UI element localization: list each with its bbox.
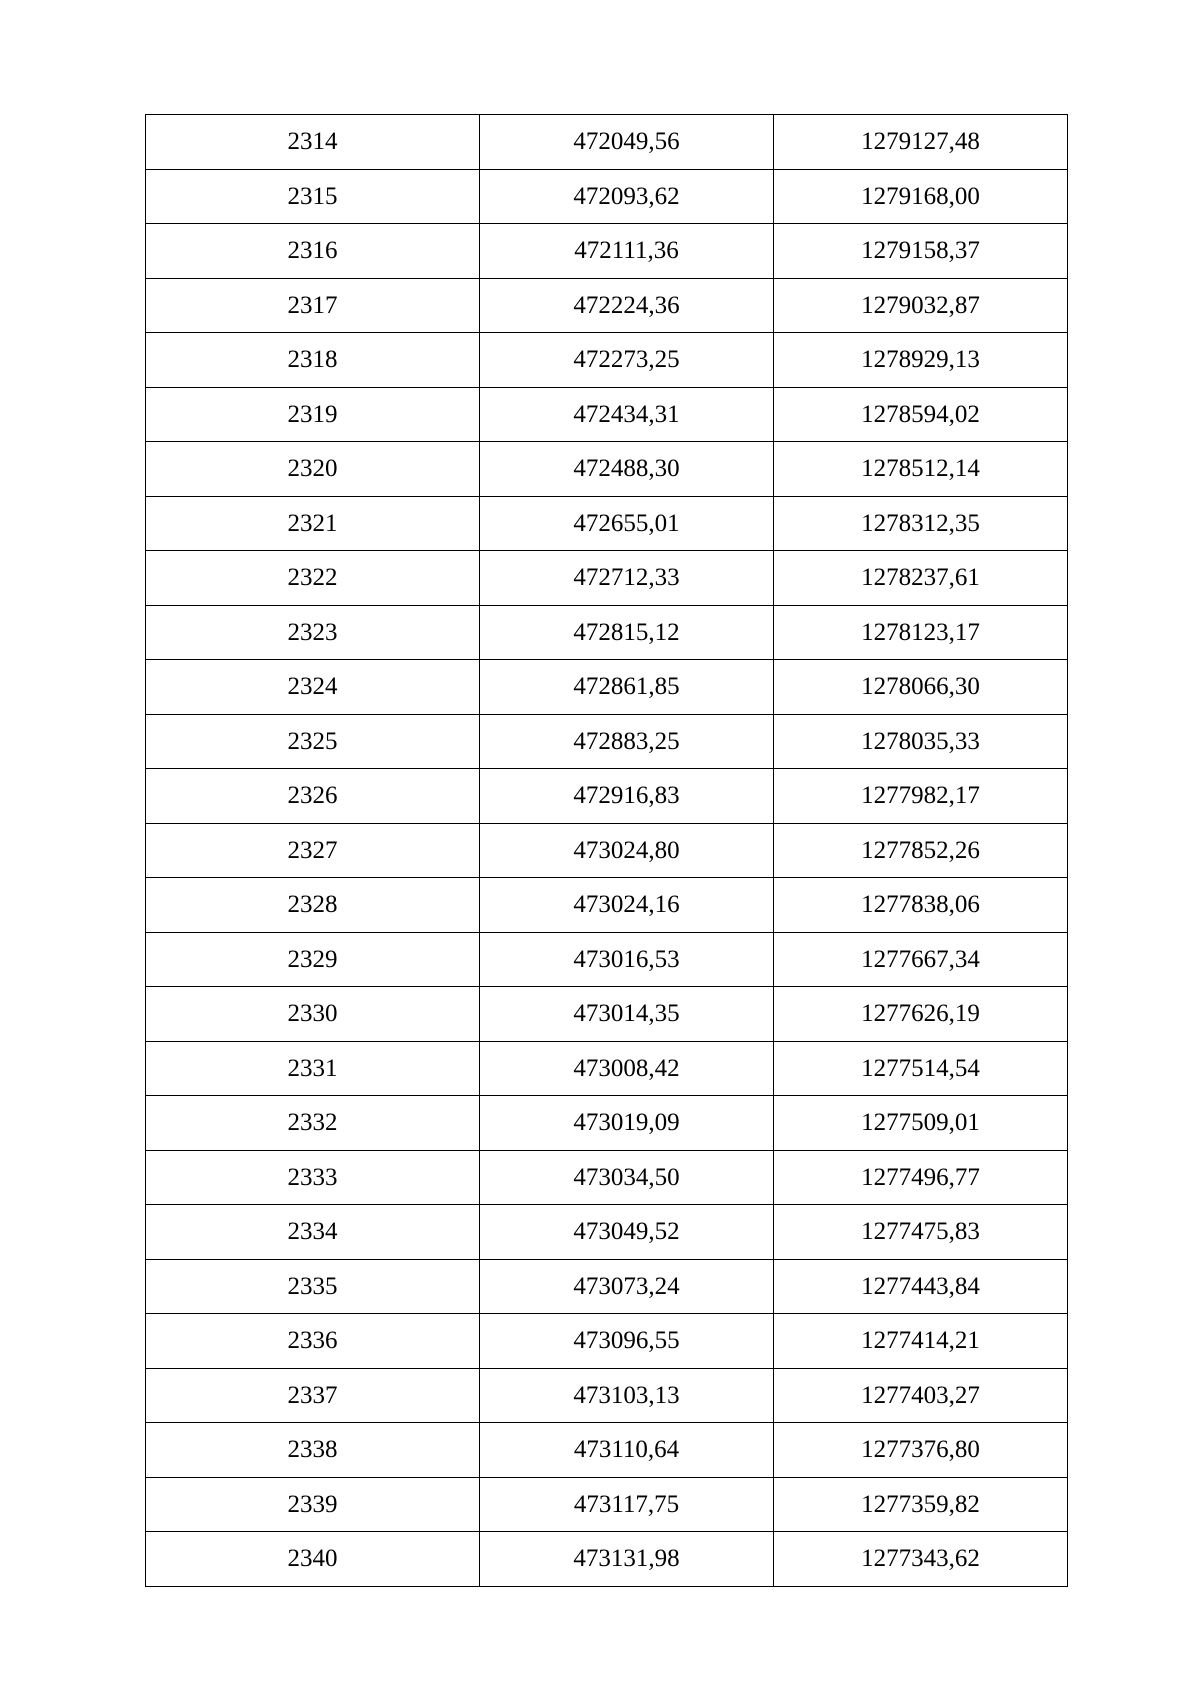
y-coordinate-cell: 1277403,27 <box>774 1368 1068 1423</box>
table-row <box>146 660 1068 715</box>
x-coordinate-cell: 472111,36 <box>480 224 774 279</box>
table-row <box>146 1368 1068 1423</box>
x-coordinate-cell: 473131,98 <box>480 1532 774 1587</box>
table-row <box>146 1314 1068 1369</box>
point-number-cell: 2336 <box>146 1314 480 1369</box>
table-row <box>146 987 1068 1042</box>
x-coordinate-cell: 473024,16 <box>480 878 774 933</box>
table-row <box>146 387 1068 442</box>
table-row <box>146 878 1068 933</box>
x-coordinate-cell: 472815,12 <box>480 605 774 660</box>
table-row <box>146 333 1068 388</box>
x-coordinate-cell: 472712,33 <box>480 551 774 606</box>
table-row <box>146 932 1068 987</box>
table-row <box>146 1259 1068 1314</box>
x-coordinate-cell: 473096,55 <box>480 1314 774 1369</box>
table-row <box>146 278 1068 333</box>
y-coordinate-cell: 1277343,62 <box>774 1532 1068 1587</box>
table-row <box>146 442 1068 497</box>
point-number-cell: 2335 <box>146 1259 480 1314</box>
y-coordinate-cell: 1277982,17 <box>774 769 1068 824</box>
x-coordinate-cell: 472224,36 <box>480 278 774 333</box>
point-number-cell: 2331 <box>146 1041 480 1096</box>
point-number-cell: 2315 <box>146 169 480 224</box>
y-coordinate-cell: 1277496,77 <box>774 1150 1068 1205</box>
table-row <box>146 115 1068 170</box>
point-number-cell: 2334 <box>146 1205 480 1260</box>
y-coordinate-cell: 1278512,14 <box>774 442 1068 497</box>
y-coordinate-cell: 1278123,17 <box>774 605 1068 660</box>
y-coordinate-cell: 1279127,48 <box>774 115 1068 170</box>
y-coordinate-cell: 1278035,33 <box>774 714 1068 769</box>
y-coordinate-cell: 1277443,84 <box>774 1259 1068 1314</box>
x-coordinate-cell: 472273,25 <box>480 333 774 388</box>
x-coordinate-cell: 473110,64 <box>480 1423 774 1478</box>
x-coordinate-cell: 472049,56 <box>480 115 774 170</box>
x-coordinate-cell: 472093,62 <box>480 169 774 224</box>
point-number-cell: 2324 <box>146 660 480 715</box>
y-coordinate-cell: 1278929,13 <box>774 333 1068 388</box>
table-row <box>146 496 1068 551</box>
y-coordinate-cell: 1277667,34 <box>774 932 1068 987</box>
x-coordinate-cell: 472488,30 <box>480 442 774 497</box>
point-number-cell: 2316 <box>146 224 480 279</box>
point-number-cell: 2321 <box>146 496 480 551</box>
x-coordinate-cell: 473008,42 <box>480 1041 774 1096</box>
x-coordinate-cell: 473034,50 <box>480 1150 774 1205</box>
point-number-cell: 2317 <box>146 278 480 333</box>
table-row <box>146 769 1068 824</box>
y-coordinate-cell: 1279032,87 <box>774 278 1068 333</box>
y-coordinate-cell: 1277514,54 <box>774 1041 1068 1096</box>
table-row <box>146 1205 1068 1260</box>
y-coordinate-cell: 1277414,21 <box>774 1314 1068 1369</box>
point-number-cell: 2318 <box>146 333 480 388</box>
table-row <box>146 1041 1068 1096</box>
x-coordinate-cell: 473103,13 <box>480 1368 774 1423</box>
point-number-cell: 2320 <box>146 442 480 497</box>
point-number-cell: 2333 <box>146 1150 480 1205</box>
table-row <box>146 169 1068 224</box>
x-coordinate-cell: 473014,35 <box>480 987 774 1042</box>
x-coordinate-cell: 473049,52 <box>480 1205 774 1260</box>
point-number-cell: 2332 <box>146 1096 480 1151</box>
x-coordinate-cell: 472916,83 <box>480 769 774 824</box>
point-number-cell: 2314 <box>146 115 480 170</box>
x-coordinate-cell: 473019,09 <box>480 1096 774 1151</box>
table-row <box>146 224 1068 279</box>
y-coordinate-cell: 1277838,06 <box>774 878 1068 933</box>
x-coordinate-cell: 472655,01 <box>480 496 774 551</box>
table-row <box>146 1096 1068 1151</box>
point-number-cell: 2340 <box>146 1532 480 1587</box>
x-coordinate-cell: 473117,75 <box>480 1477 774 1532</box>
table-row <box>146 823 1068 878</box>
point-number-cell: 2325 <box>146 714 480 769</box>
y-coordinate-cell: 1277509,01 <box>774 1096 1068 1151</box>
point-number-cell: 2328 <box>146 878 480 933</box>
table-row <box>146 551 1068 606</box>
coordinates-table-body <box>146 115 1068 1587</box>
table-row <box>146 605 1068 660</box>
y-coordinate-cell: 1277376,80 <box>774 1423 1068 1478</box>
point-number-cell: 2339 <box>146 1477 480 1532</box>
x-coordinate-cell: 473024,80 <box>480 823 774 878</box>
point-number-cell: 2329 <box>146 932 480 987</box>
x-coordinate-cell: 473073,24 <box>480 1259 774 1314</box>
x-coordinate-cell: 472861,85 <box>480 660 774 715</box>
y-coordinate-cell: 1278237,61 <box>774 551 1068 606</box>
table-row <box>146 1532 1068 1587</box>
table-row <box>146 1150 1068 1205</box>
point-number-cell: 2319 <box>146 387 480 442</box>
point-number-cell: 2337 <box>146 1368 480 1423</box>
y-coordinate-cell: 1279168,00 <box>774 169 1068 224</box>
y-coordinate-cell: 1277852,26 <box>774 823 1068 878</box>
y-coordinate-cell: 1278312,35 <box>774 496 1068 551</box>
y-coordinate-cell: 1277626,19 <box>774 987 1068 1042</box>
coordinates-table <box>145 114 1068 1587</box>
y-coordinate-cell: 1278066,30 <box>774 660 1068 715</box>
x-coordinate-cell: 473016,53 <box>480 932 774 987</box>
y-coordinate-cell: 1277475,83 <box>774 1205 1068 1260</box>
table-row <box>146 1477 1068 1532</box>
x-coordinate-cell: 472883,25 <box>480 714 774 769</box>
x-coordinate-cell: 472434,31 <box>480 387 774 442</box>
table-row <box>146 1423 1068 1478</box>
point-number-cell: 2322 <box>146 551 480 606</box>
point-number-cell: 2326 <box>146 769 480 824</box>
point-number-cell: 2330 <box>146 987 480 1042</box>
y-coordinate-cell: 1277359,82 <box>774 1477 1068 1532</box>
y-coordinate-cell: 1278594,02 <box>774 387 1068 442</box>
table-row <box>146 714 1068 769</box>
point-number-cell: 2338 <box>146 1423 480 1478</box>
point-number-cell: 2323 <box>146 605 480 660</box>
y-coordinate-cell: 1279158,37 <box>774 224 1068 279</box>
point-number-cell: 2327 <box>146 823 480 878</box>
